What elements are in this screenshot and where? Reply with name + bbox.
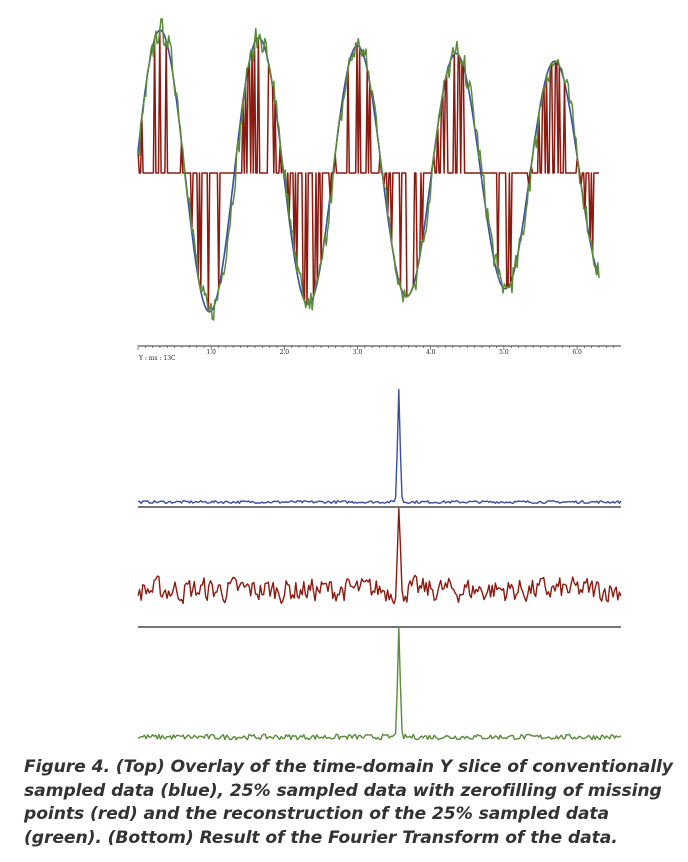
frequency-domain-chart (138, 390, 621, 740)
spectrum-green-panel (138, 628, 621, 740)
time-domain-chart (138, 19, 621, 362)
x-tick-label: 1.0 (206, 349, 216, 356)
spectrum-line-red (138, 509, 621, 604)
x-tick-label: 3.0 (352, 349, 363, 356)
figure-caption: Figure 4. (Top) Overlay of the time-domain Y slice of conventionally sampled data (blue), 25% sampled data with zerofilling of missing points (red) and the reconstruction of the 25% sampled data (green). (Bottom) Result of the Fourier Transform of the data. (24, 757, 673, 848)
spectrum-red-panel (138, 509, 621, 604)
x-tick-label: 6.0 (572, 349, 582, 356)
spectrum-line-green (138, 628, 621, 740)
spectrum-line-blue (138, 390, 621, 504)
x-axis-label: Y : ms : 13C (139, 355, 176, 362)
spectrum-blue-panel (138, 390, 621, 504)
x-tick-label: 4.0 (425, 349, 436, 356)
x-tick-label: 5.0 (499, 349, 509, 356)
x-tick-label: 2.0 (279, 349, 290, 356)
